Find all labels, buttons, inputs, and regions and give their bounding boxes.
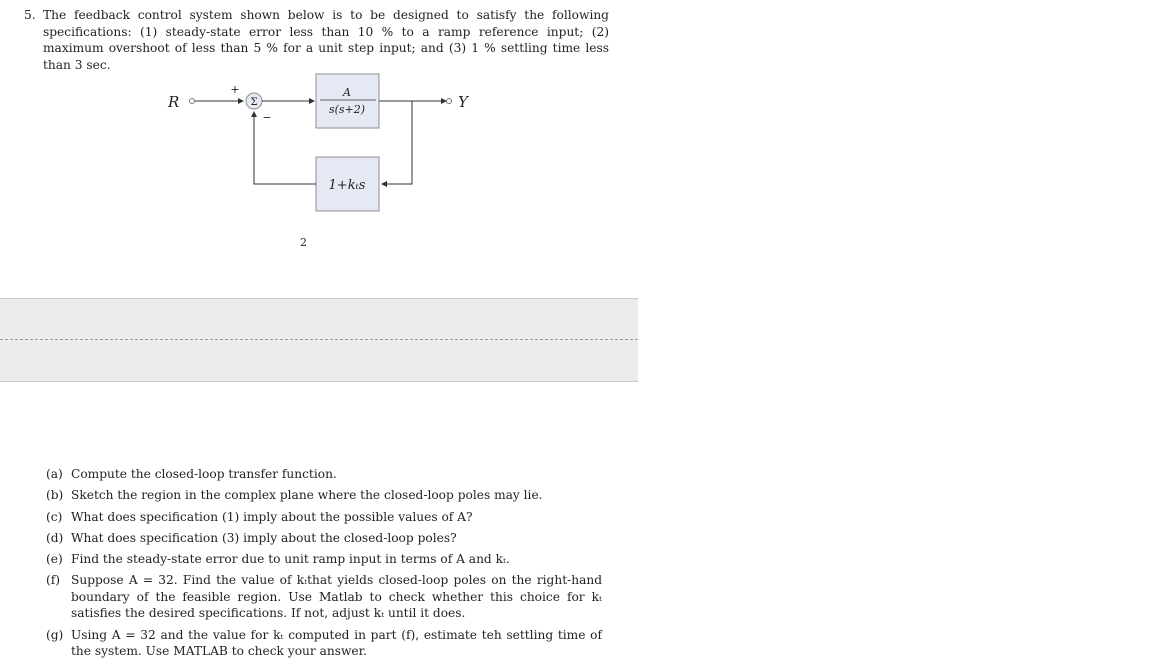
- part-e: [46, 551, 602, 568]
- question-parts: [46, 466, 602, 665]
- part-label: (b): [46, 488, 64, 503]
- part-text: Compute the closed-loop transfer function.: [71, 467, 337, 481]
- block-diagram: [150, 64, 480, 254]
- input-label-r: R: [168, 93, 180, 111]
- part-d: [46, 530, 602, 547]
- plant-block: [316, 74, 379, 128]
- part-c: [46, 509, 602, 526]
- part-label: (e): [46, 552, 63, 567]
- feedback-block-label: 1+kₜs: [328, 178, 366, 193]
- part-label: (f): [46, 573, 61, 588]
- page-break-gap: [0, 298, 638, 382]
- part-text: What does specification (1) imply about the possible values of A?: [71, 509, 473, 524]
- part-label: (a): [46, 467, 63, 481]
- part-text: What does specification (3) imply about the closed-loop poles?: [71, 530, 457, 545]
- part-a: [46, 466, 602, 483]
- plus-sign: +: [230, 83, 240, 96]
- part-label: (d): [46, 530, 64, 545]
- minus-sign: −: [262, 111, 272, 124]
- part-g: [46, 627, 602, 660]
- plant-denominator: s(s+2): [328, 103, 366, 116]
- plant-numerator: A: [343, 86, 351, 99]
- sigma-symbol: Σ: [250, 97, 258, 108]
- part-b: [46, 487, 602, 504]
- part-f: [46, 572, 602, 622]
- input-node: [190, 99, 195, 104]
- part-text: Suppose A = 32. Find the value of kₜthat yields closed-loop poles on the right-hand boundary of the feasible region. Use Matlab to check whether this choice for kₜ satisfies the desired specifications. If not, adjust kₜ until it does.: [71, 573, 602, 621]
- part-text: Find the steady-state error due to unit ramp input in terms of A and kₜ.: [71, 552, 510, 567]
- problem-number: 5.: [24, 8, 36, 22]
- problem-text: The feedback control system shown below is to be designed to satisfy the following specifications: (1) steady-state error less than 10 % to a ramp reference input; (2) maximum overshoot of less than 5 % for a unit step input; and (3) 1 % settling time less than 3 sec.: [43, 8, 609, 72]
- part-text: Sketch the region in the complex plane where the closed-loop poles may lie.: [71, 488, 543, 503]
- part-label: (c): [46, 509, 63, 524]
- page-break-dashed-line: [0, 339, 638, 340]
- part-text: Using A = 32 and the value for kₜ computed in part (f), estimate teh settling time of the system. Use MATLAB to check your answer.: [71, 627, 602, 659]
- page-number: 2: [300, 236, 307, 249]
- output-label-y: Y: [458, 93, 468, 111]
- part-label: (g): [46, 627, 64, 642]
- feedback-tap-line: [382, 101, 412, 184]
- output-node: [447, 99, 452, 104]
